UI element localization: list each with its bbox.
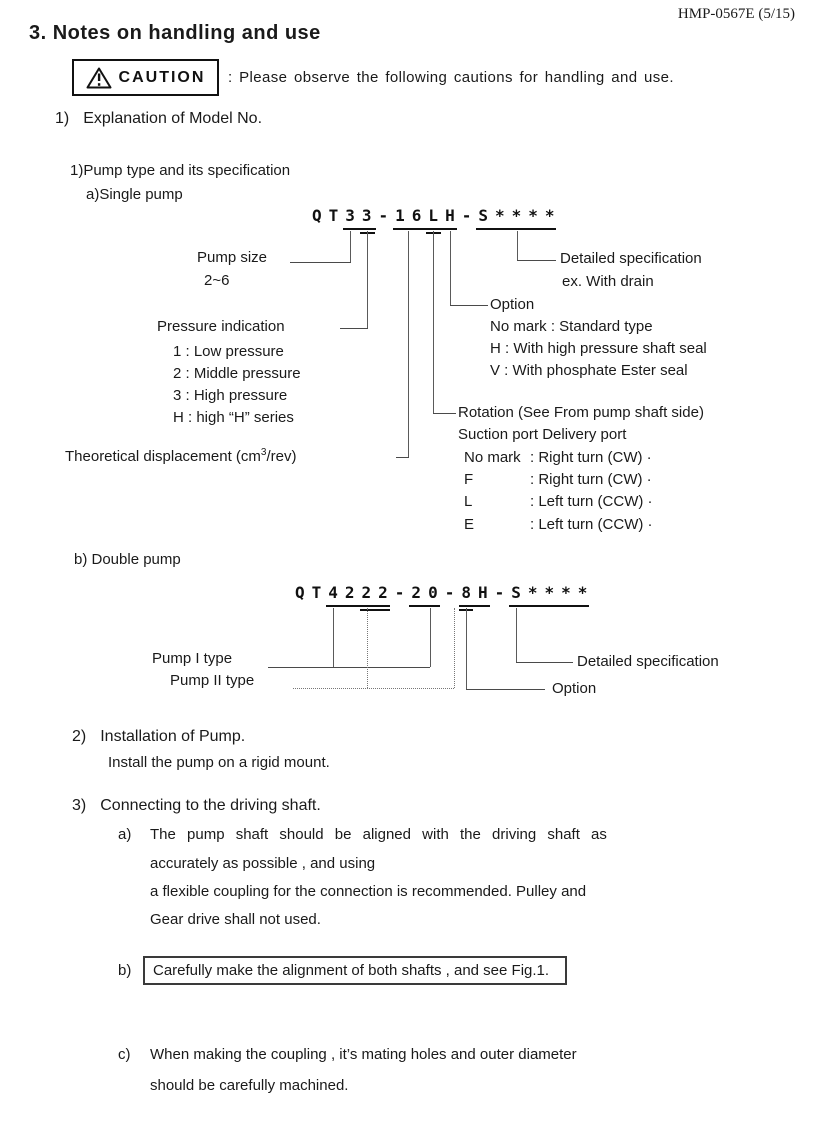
item-a-line: Gear drive shall not used.: [150, 911, 321, 928]
warning-triangle-icon: [86, 67, 112, 89]
pressure-item: 1 : Low pressure: [173, 343, 284, 360]
option2-connector-h: [466, 689, 545, 690]
page-title: 3. Notes on handling and use: [29, 22, 321, 44]
detail-connector-v: [517, 231, 518, 260]
item-b-label: b): [118, 962, 132, 979]
underline-displacement1-group: [409, 605, 440, 607]
rotation-row: [464, 516, 653, 533]
displacement-connector-v: [408, 231, 409, 457]
detail2-connector-v: [516, 608, 517, 662]
underline-displacement-group: [393, 228, 457, 230]
rotation-desc: : Right turn (CW) ·: [530, 449, 652, 466]
underline-spec-group: [476, 228, 556, 230]
pump2-connector-v-left: [367, 608, 368, 688]
rotation-connector-h: [433, 413, 456, 414]
section-3-heading: [72, 797, 321, 815]
rotation-desc: : Left turn (CCW) ·: [530, 516, 653, 533]
doc-number: HMP-0567E (5/15): [677, 6, 795, 22]
pump1-connector-h: [268, 667, 430, 668]
section-2-number: 2): [72, 728, 87, 745]
single-pump-model-number: QT33-16LH-S****: [312, 206, 562, 225]
pump2-connector-v-right: [454, 608, 455, 688]
underline-pump1-group: [326, 605, 390, 607]
rotation-code: E: [464, 516, 475, 533]
rotation-code: F: [464, 471, 474, 488]
rotation-desc: : Left turn (CCW) ·: [530, 493, 653, 510]
section-2-body: Install the pump on a rigid mount.: [108, 754, 330, 771]
pressure-connector-v: [367, 231, 368, 328]
caution-box: [72, 59, 219, 96]
item-a-label: a): [118, 826, 132, 843]
item-c-line: should be carefully machined.: [150, 1077, 349, 1094]
pump2-connector-h: [293, 688, 454, 689]
option-connector-v: [450, 231, 451, 305]
option-item: No mark : Standard type: [490, 318, 653, 335]
double-pump-model-number: QT4222-20-8H-S****: [295, 583, 595, 602]
rotation-row: [464, 493, 653, 510]
item-c-line: When making the coupling , it’s mating holes and outer diameter: [150, 1046, 577, 1063]
detail2-connector-h: [516, 662, 573, 663]
detail-connector-h: [517, 260, 556, 261]
underline-spec2-group: [509, 605, 589, 607]
ports-label: Suction port Delivery port: [458, 426, 627, 443]
displacement-label-sup: 3: [260, 447, 267, 458]
item-a-line: The pump shaft should be aligned with the driving shaft as: [150, 826, 607, 843]
section-2-title: Installation of Pump.: [100, 728, 246, 745]
displacement-connector-h: [396, 457, 409, 458]
rotation-desc: : Right turn (CW) ·: [530, 471, 652, 488]
pump1-type-label: Pump I type: [152, 650, 233, 667]
displacement-label-post: /rev): [266, 448, 297, 465]
rotation-code: No mark: [464, 449, 521, 466]
pump-size-connector-h: [290, 262, 351, 263]
rotation-connector-v: [433, 231, 434, 413]
pump-size-label: Pump size: [197, 249, 268, 266]
item-b-note-text: Carefully make the alignment of both shafts , and see Fig.1.: [153, 962, 550, 979]
underline-pump-size-pressure: [343, 228, 376, 230]
caution-text: : Please observe the following cautions for handling and use.: [228, 69, 674, 86]
section-1-title: Explanation of Model No.: [83, 110, 263, 127]
underline-pump2-double: [360, 609, 390, 611]
item-c-label: c): [118, 1046, 131, 1063]
option-item: H : With high pressure shaft seal: [490, 340, 707, 357]
single-pump-heading: a)Single pump: [86, 186, 183, 203]
detail-spec-example: ex. With drain: [562, 273, 654, 290]
displacement-label: [65, 447, 296, 465]
rotation-label: Rotation (See From pump shaft side): [458, 404, 704, 421]
section-1-number: 1): [55, 110, 70, 127]
pressure-connector-h: [340, 328, 368, 329]
section-2-heading: [72, 728, 245, 746]
pressure-item: 3 : High pressure: [173, 387, 288, 404]
rotation-code: L: [464, 493, 473, 510]
pump-size-range: 2~6: [204, 272, 230, 289]
option-item: V : With phosphate Ester seal: [490, 362, 688, 379]
double-pump-heading: b) Double pump: [74, 551, 181, 568]
option-connector-h: [450, 305, 488, 306]
section-3-number: 3): [72, 797, 87, 814]
pressure-indication-label: Pressure indication: [157, 318, 285, 335]
pump1-connector-v-right: [430, 608, 431, 667]
section-3-title: Connecting to the driving shaft.: [100, 797, 321, 814]
pressure-item: 2 : Middle pressure: [173, 365, 301, 382]
pump1-connector-v-left: [333, 608, 334, 667]
pressure-item: H : high “H” series: [173, 409, 294, 426]
rotation-row: [464, 449, 652, 466]
underline-option2-group: [459, 605, 490, 607]
item-b-note-box: [143, 956, 567, 985]
detail2-spec-label: Detailed specification: [577, 653, 719, 670]
pump2-type-label: Pump II type: [170, 672, 255, 689]
section-1-heading: [55, 110, 262, 128]
item-a-line: a flexible coupling for the connection is recommended. Pulley and: [150, 883, 587, 900]
option2-label: Option: [552, 680, 597, 697]
rotation-row: [464, 471, 652, 488]
pump-size-connector-v: [350, 231, 351, 262]
option-label: Option: [490, 296, 535, 313]
item-a-line: accurately as possible , and using: [150, 855, 376, 872]
pump-type-heading: 1)Pump type and its specification: [70, 162, 291, 179]
displacement-label-pre: Theoretical displacement (cm: [65, 448, 261, 465]
option2-connector-v: [466, 608, 467, 689]
detail-spec-label: Detailed specification: [560, 250, 702, 267]
caution-label: CAUTION: [118, 68, 206, 86]
